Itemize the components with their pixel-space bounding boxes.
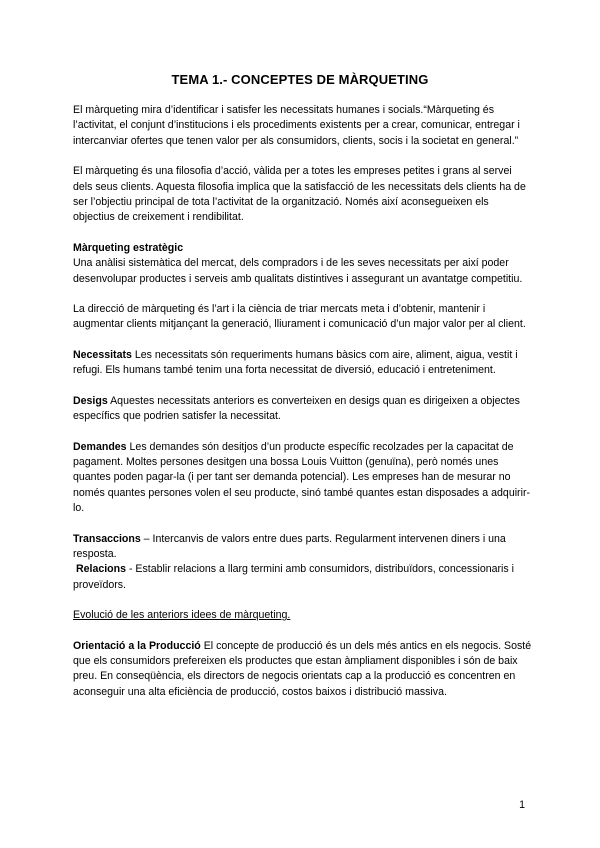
section-needs [73,348,533,379]
demands-term: Demandes [73,440,127,453]
document-body [73,103,533,715]
section-production-orientation [73,639,533,701]
page-number: 1 [519,799,525,811]
paragraph-intro-definition: El màrqueting mira d’identificar i satisfer les necessitats humanes i socials.“Màrqueting és l’activitat, el conjunt d’institucions i els procediments existents per a crear, comunicar, entregar i intercanviar ofertes que tenen valor per als consumidors, clients, socis i la societat en general.” [73,104,520,147]
section-transactions [73,532,533,563]
production-orientation-term: Orientació a la Producció [73,639,201,652]
section-demands [73,440,533,517]
wants-term: Desigs [73,394,108,407]
needs-term: Necessitats [73,348,132,361]
section-relations [73,562,533,593]
section-evolution [73,608,533,623]
section-wants [73,394,533,425]
transactions-term: Transaccions [73,532,141,545]
page-title: TEMA 1.- CONCEPTES DE MÀRQUETING [171,72,429,87]
evolution-heading: Evolució de les anteriors idees de màrqueting. [73,609,291,622]
needs-text: Les necessitats són requeriments humans bàsics com aire, aliment, aigua, vestit i refugi. Els humans també tenim una forta necessitat de diversió, educació i entreteniment. [73,348,518,377]
section-strategic-marketing [73,241,533,287]
strategic-marketing-heading: Màrqueting estratègic [73,241,184,254]
relations-text: - Establir relacions a llarg termini amb consumidors, distribuïdors, concessionaris i proveïdors. [73,563,514,591]
transactions-text: – Intercanvis de valors entre dues parts. Regularment intervenen diners i una resposta. [73,532,506,560]
wants-text: Aquestes necessitats anteriors es converteixen en desigs quan es dirigeixen a objectes específics que podrien satisfer la necessitat. [73,394,520,423]
paragraph-marketing-direction: La direcció de màrqueting és l’art i la ciència de triar mercats meta i d’obtenir, mantenir i augmentar clients mitjançant la generació, lliurament i comunicació d’un major valor per al client. [73,303,526,331]
paragraph-philosophy: El màrqueting és una filosofia d’acció, vàlida per a totes les empreses petites i grans al servei dels seus clients. Aquesta filosofia implica que la satisfacció de les necessitats dels clients ha de ser l’objectiu principal de tota l’activitat de la organització. Només així aconsegueixen els objectius de creixement i rendibilitat. [73,165,526,224]
production-orientation-text: El concepte de producció és un dels més antics en els negocis. Sosté que els consumidors prefereixen els productes que estan àmpliament disponibles i són de baix preu. En conseqüència, els directors de negocis orientats cap a la producció es concentren en aconseguir una alta eficiència de producció, costos baixos i distribució massiva. [73,639,532,698]
demands-text: Les demandes són desitjos d’un producte específic recolzades per la capacitat de pagament. Moltes persones desitgen una bossa Louis Vuitton (genuïna), però només unes quantes poden pagar-la (i per tant ser demanda potencial). Les empreses han de mesurar no només quantes persones volen el seu producte, sinó també quantes estan disposades a adquirir-lo. [73,440,530,515]
relations-term: Relacions [75,563,126,576]
strategic-marketing-text: Una anàlisi sistemàtica del mercat, dels compradors i de les seves necessitats per així poder desenvolupar productes i serveis amb qualitats distintives i assegurant un avantatge competitiu. [73,257,523,285]
